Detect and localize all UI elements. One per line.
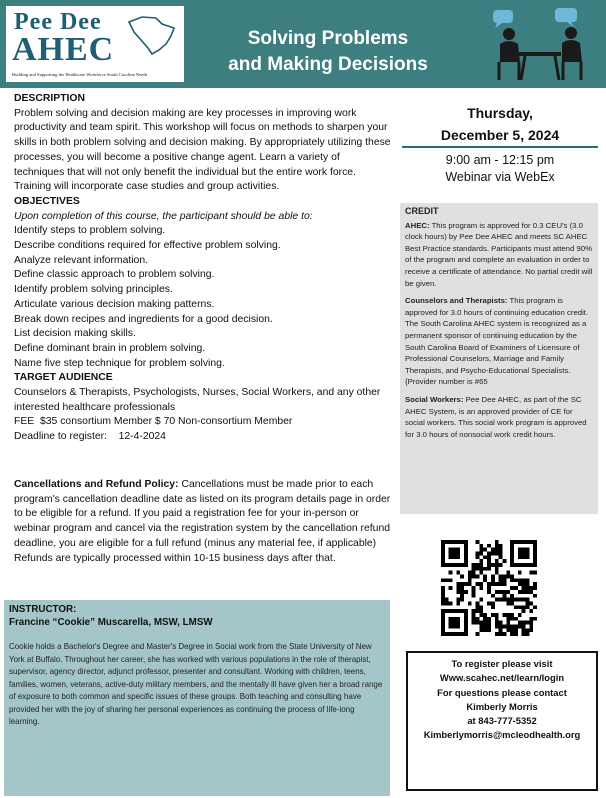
fee-label: FEE bbox=[14, 416, 35, 428]
title-line2: and Making Decisions bbox=[228, 54, 428, 75]
south-carolina-map-icon bbox=[126, 14, 178, 56]
register-line1: To register please visit bbox=[451, 658, 553, 669]
objective-item: List decision making skills. bbox=[14, 328, 136, 340]
event-day: Thursday, bbox=[467, 105, 533, 121]
program-details bbox=[14, 92, 392, 445]
credit-ahec-text: This program is approved for 0.3 CEU's (3.0 clock hours) by Pee Dee AHEC and meets SC AHEC Best Practice standards. Participants must attend 90% of the program and complete an evaluation in order to receive a certificate of attendance. No partial credit will be given. bbox=[405, 220, 593, 288]
event-time-location bbox=[400, 152, 600, 186]
instructor-bio: Cookie holds a Bachelor's Degree and Master's Degree in Social work from the State University of New York at Buffalo. Throughout her career, she has worked with various populations in the role of therapist, supervisor, agency director, adjunct professor, presenter and consultant. Working with children, teens, families, women, veterans, active-duty military members, and the mentally ill have given her a broad range of exposure to both common and specific issues of these groups. Both teaching and consulting have provided her with the joy of sharing her personal experiences as continuing the process of life-long learning. bbox=[9, 642, 383, 726]
deadline-label: Deadline to register: bbox=[14, 431, 107, 443]
credit-counselors bbox=[405, 295, 593, 388]
credit-social-text: Pee Dee AHEC, as part of the SC AHEC System, is an approved provider of CE for social workers. This social work program is approved for 3.0 hours of nonsocial work credit hours. bbox=[405, 394, 587, 439]
contact-name: Kimberly Morris bbox=[466, 700, 538, 712]
objective-item: Define classic approach to problem solving. bbox=[14, 269, 215, 281]
credit-ahec bbox=[405, 220, 593, 290]
deadline-value: 12-4-2024 bbox=[118, 431, 166, 443]
instructor-heading: INSTRUCTOR: bbox=[9, 604, 77, 615]
event-date bbox=[400, 102, 600, 146]
header-banner bbox=[0, 0, 606, 88]
meeting-people-icon bbox=[485, 6, 597, 84]
date-divider bbox=[402, 146, 598, 148]
refund-body: Cancellations must be made prior to each program's cancellation deadline date as listed on its program details page in order to be eligible for a refund. If you paid a registration fee for your in-person or webinar program and cancel via the registration system by the cancellation refund deadline, you are eligible for a full refund (minus any material fee, if applicable) Refunds are typically processed within 10-15 business days after that. bbox=[14, 479, 391, 564]
objective-item: Identify steps to problem solving. bbox=[14, 225, 166, 237]
fee-value: $35 consortium Member $ 70 Non-consortium Member bbox=[40, 416, 293, 428]
event-full-date: December 5, 2024 bbox=[440, 127, 560, 143]
objective-item: Break down recipes and ingredients for a good decision. bbox=[14, 313, 273, 325]
title-line1: Solving Problems bbox=[247, 28, 409, 49]
objective-item: Define dominant brain in problem solving. bbox=[14, 342, 206, 354]
refund-label: Cancellations and Refund Policy: bbox=[14, 479, 179, 490]
credit-heading: CREDIT bbox=[405, 206, 439, 216]
credit-counselors-label: Counselors and Therapists: bbox=[405, 296, 508, 306]
credit-ahec-label: AHEC: bbox=[405, 220, 430, 230]
fee-line bbox=[14, 415, 392, 430]
logo-line2: AHEC bbox=[12, 31, 115, 68]
audience-heading: TARGET AUDIENCE bbox=[14, 372, 113, 384]
contact-email[interactable]: Kimberlymorris@mcleodhealth.org bbox=[423, 729, 581, 741]
event-time: 9:00 am - 12:15 pm bbox=[445, 153, 555, 167]
audience-body: Counselors & Therapists, Psychologists, Nurses, Social Workers, and any other interested healthcare professionals bbox=[14, 387, 381, 413]
registration-box bbox=[406, 651, 598, 791]
instructor-panel bbox=[4, 600, 390, 796]
objectives-intro: Upon completion of this course, the participant should be able to: bbox=[14, 210, 313, 222]
credit-counselors-text: This program is approved for 3.0 hours of continuing education credit. The South Carolina AHEC system is recognized as a permanent sponsor of continuing education by the South Carolina Board of Examiners of Licensure of Professional Counselors, Marriage and Family Therapists, and Psycho-Educational Specialists. {Provider number is #65 bbox=[405, 296, 589, 387]
objective-item: Articulate various decision making patterns. bbox=[14, 298, 215, 310]
register-line2: For questions please contact bbox=[437, 686, 567, 698]
objective-item: Identify problem solving principles. bbox=[14, 284, 173, 296]
objective-item: Analyze relevant information. bbox=[14, 254, 148, 266]
description-heading: DESCRIPTION bbox=[14, 93, 86, 104]
instructor-name: Francine “Cookie” Muscarella, MSW, LMSW bbox=[9, 617, 213, 628]
logo-line1: Pee Dee bbox=[14, 9, 102, 35]
objective-item: Describe conditions required for effective problem solving. bbox=[14, 240, 281, 252]
credit-box bbox=[400, 203, 598, 514]
contact-phone: at 843-777-5352 bbox=[467, 715, 537, 727]
deadline-line bbox=[14, 430, 392, 445]
register-url[interactable]: Www.scahec.net/learn/login bbox=[439, 672, 565, 684]
pee-dee-ahec-logo bbox=[6, 6, 184, 82]
logo-tagline: Building and Supporting the Healthcare Workforce South Carolina Needs bbox=[12, 72, 148, 77]
page-title bbox=[200, 26, 456, 78]
event-location: Webinar via WebEx bbox=[445, 170, 555, 184]
objectives-heading: OBJECTIVES bbox=[14, 195, 80, 207]
credit-social bbox=[405, 394, 593, 440]
objective-item: Name five step technique for problem solving. bbox=[14, 357, 225, 369]
credit-social-label: Social Workers: bbox=[405, 394, 464, 404]
qr-code-icon[interactable] bbox=[441, 540, 537, 636]
refund-policy bbox=[14, 478, 392, 566]
description-body: Problem solving and decision making are key processes in improving work productivity and team spirit. This workshop will focus on methods to sharpen your skills in both problem solving and decision making. By appropriately utilizing these processes, you will become a positive change agent. Learn a variety of techniques that will not only benefit the individual but the entire work force. Training will incorporate case studies and group activities. bbox=[14, 107, 391, 193]
